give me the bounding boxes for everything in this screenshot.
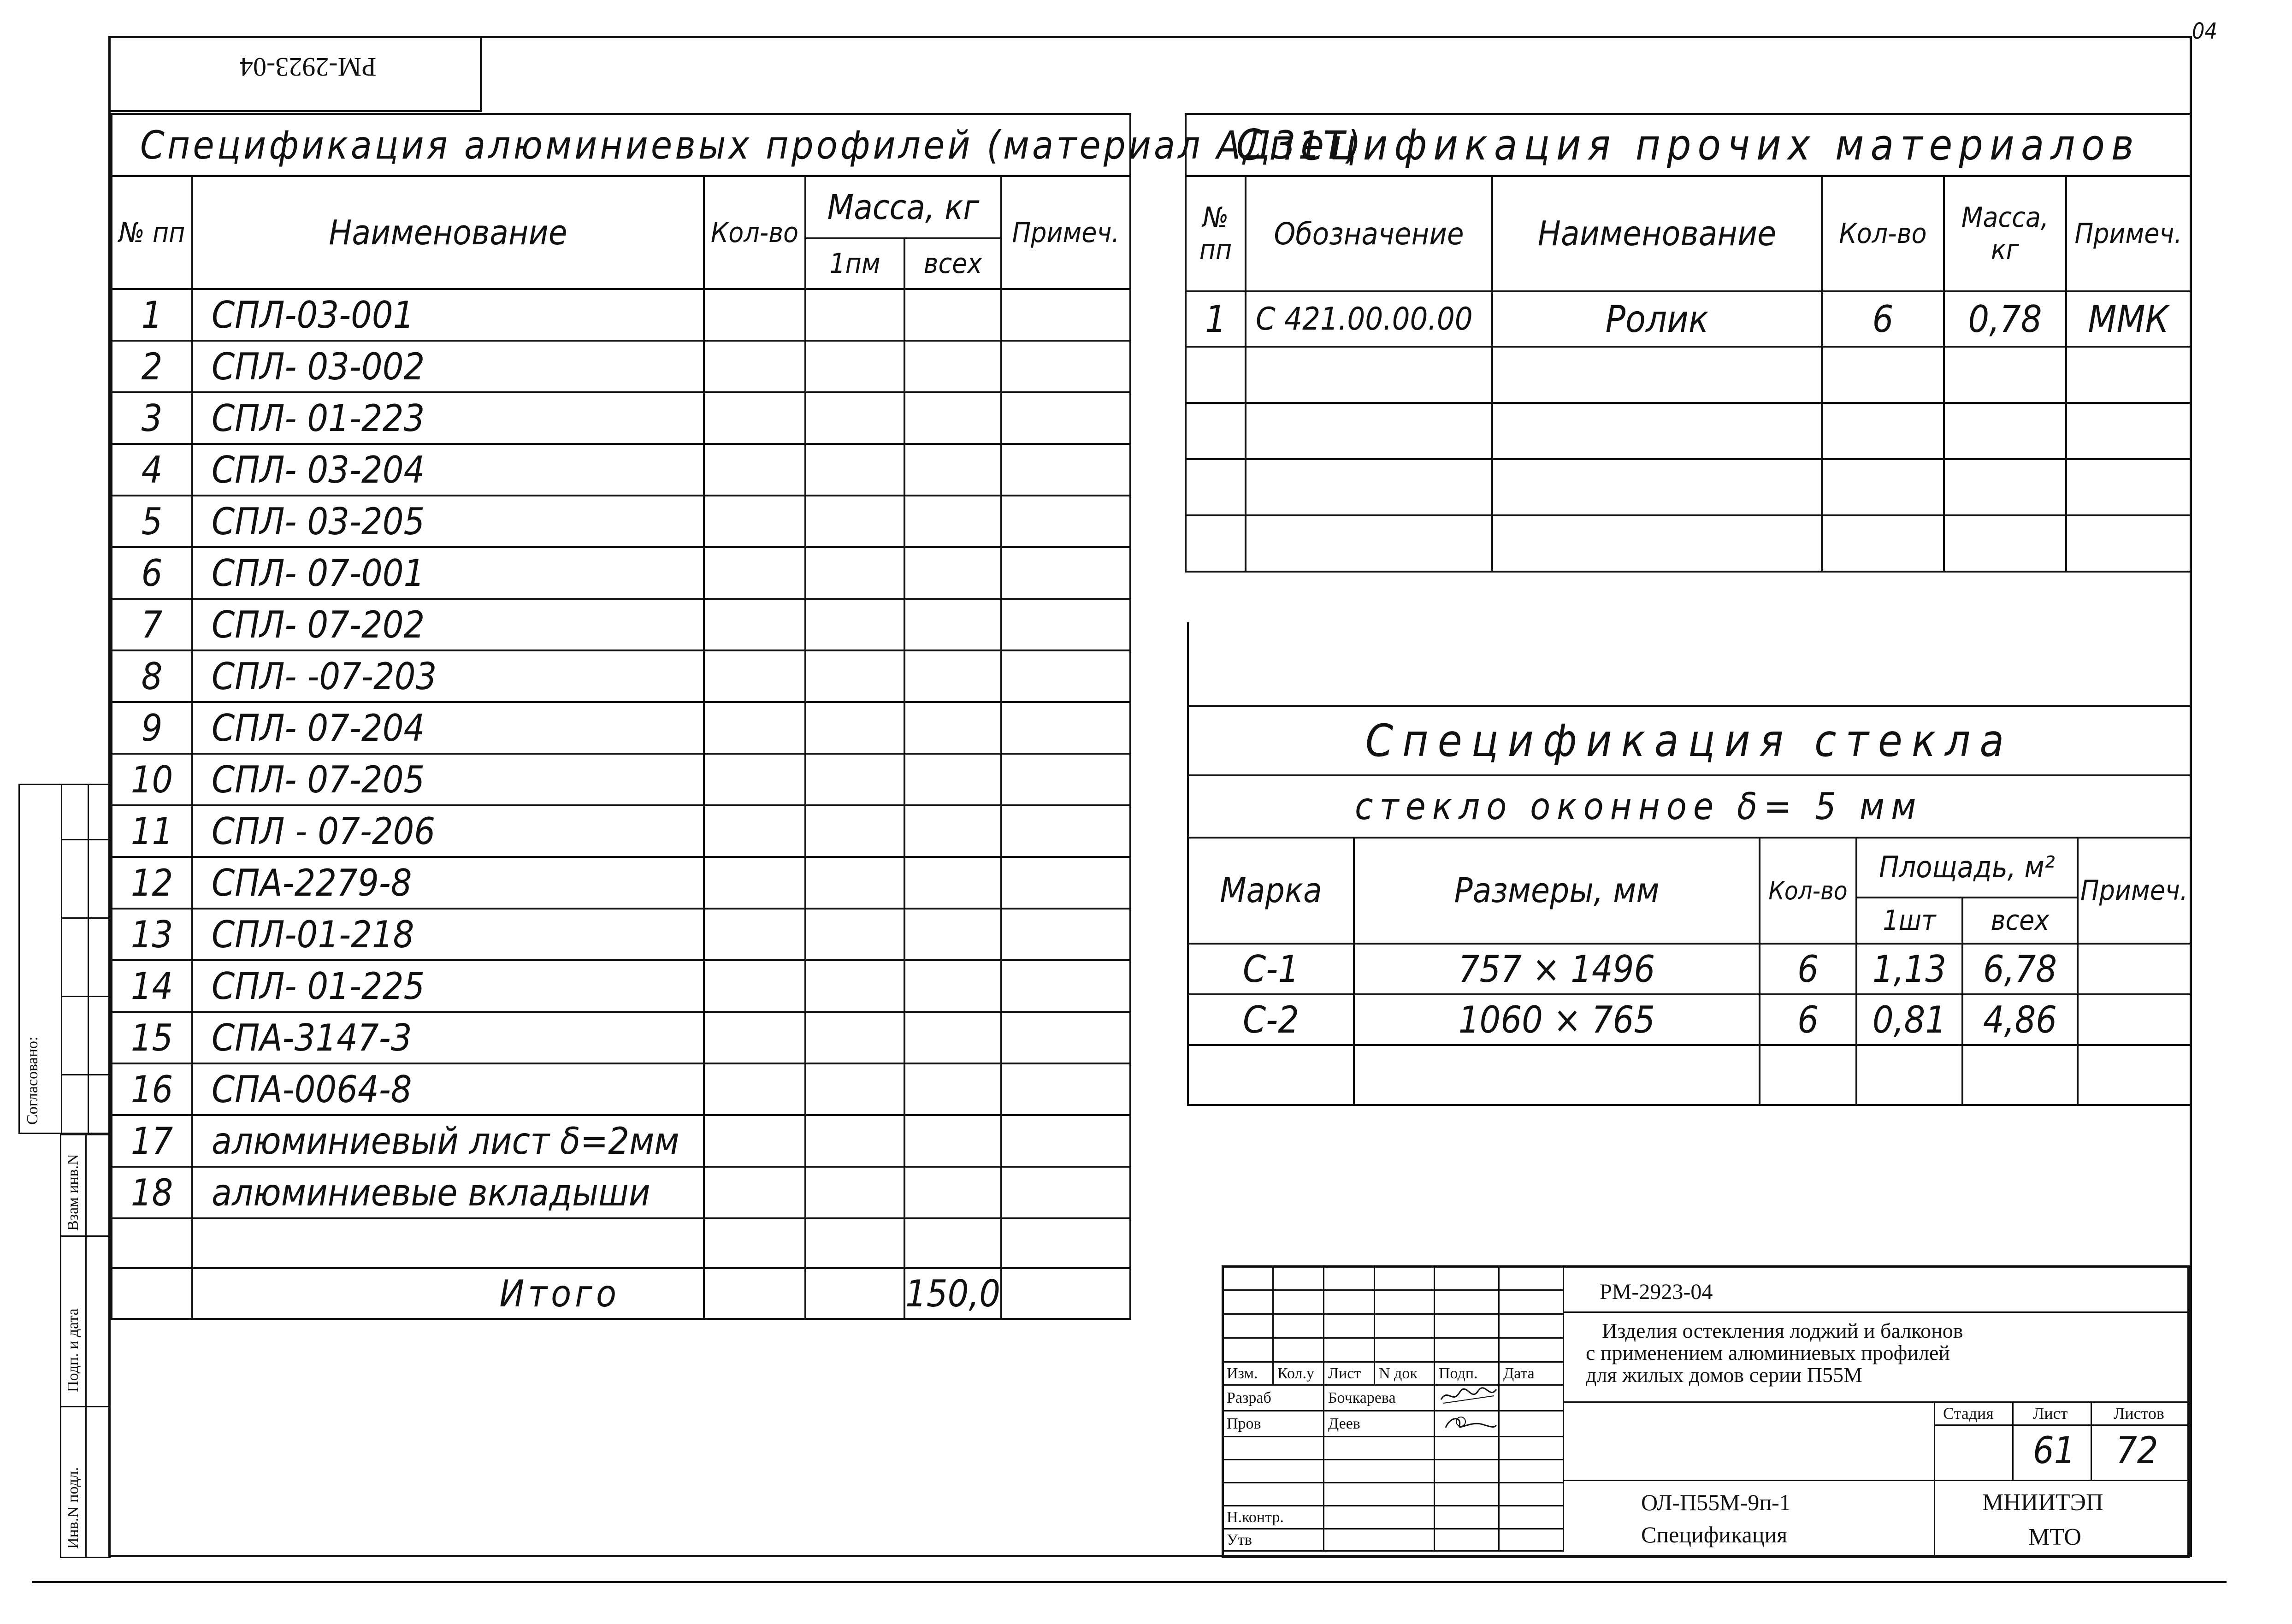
table-row (112, 702, 1130, 754)
other-header-designation: Обозначение (1246, 176, 1492, 291)
empty-cell (704, 496, 805, 547)
row-note: ММК (2066, 291, 2191, 347)
row-name: СПЛ-01-218 (192, 909, 704, 960)
glass-header-mark: Марка (1188, 838, 1354, 944)
empty-cell (1001, 392, 1130, 444)
other-header-qty: Кол-во (1822, 176, 1944, 291)
inv-no-label: Инв.N подл. (65, 1467, 82, 1549)
empty-cell (1001, 547, 1130, 599)
stamp-col-list: Лист (1324, 1362, 1375, 1385)
empty-cell (1001, 496, 1130, 547)
stamp-col-podp: Подп. (1435, 1362, 1499, 1385)
stamp-razrab-signature (1435, 1385, 1499, 1411)
side-strip-bottom-h2 (60, 1406, 111, 1407)
row-mark: С-2 (1188, 994, 1354, 1045)
stamp-nkontr-label: Н.контр. (1223, 1506, 1324, 1529)
empty-cell (904, 702, 1001, 754)
stamp-razrab-name: Бочкарева (1324, 1385, 1435, 1411)
table-row (112, 547, 1130, 599)
row-per: 0,81 (1856, 994, 1962, 1045)
row-num: 9 (112, 702, 192, 754)
empty-cell (2078, 944, 2191, 994)
row-name: СПЛ- 03-205 (192, 496, 704, 547)
table-row (112, 289, 1130, 341)
empty-cell (704, 960, 805, 1012)
empty-cell (805, 1115, 904, 1167)
row-num: 7 (112, 599, 192, 650)
stamp-line-sheets (2091, 1401, 2092, 1480)
row-name: СПЛ- 01-225 (192, 960, 704, 1012)
row-mass: 0,78 (1944, 291, 2066, 347)
table-row (112, 960, 1130, 1012)
glass-spec-table (1187, 705, 2192, 1106)
empty-cell (704, 754, 805, 805)
side-strip-div-2 (88, 784, 89, 1134)
signature-razrab-icon (1439, 1386, 1499, 1406)
row-num: 14 (112, 960, 192, 1012)
table-row (112, 650, 1130, 702)
glass-header-size: Размеры, мм (1354, 838, 1760, 944)
empty-cell (904, 1012, 1001, 1063)
stamp-line-sheet (2012, 1401, 2014, 1480)
stamp-sheet-value: 61 (2033, 1429, 2075, 1472)
aluminium-spec-title: Спецификация алюминиевых профилей (материал АД31Т) (112, 114, 1130, 176)
table-row (1188, 944, 2191, 994)
sign-date-label: Подп. и дата (65, 1308, 82, 1392)
header-note: Примеч. (1001, 176, 1130, 289)
empty-cell (704, 341, 805, 392)
stamp-line-code (1563, 1311, 2190, 1313)
empty-cell (704, 857, 805, 909)
row-num: 12 (112, 857, 192, 909)
corner-mark: 04 (2192, 18, 2217, 44)
empty-cell (1001, 341, 1130, 392)
bottom-trim-line (32, 1581, 2227, 1583)
stamp-sheets-label: Листов (2114, 1404, 2164, 1423)
row-per: 1,13 (1856, 944, 1962, 994)
other-header-note: Примеч. (2066, 176, 2191, 291)
row-size: 757 × 1496 (1354, 944, 1760, 994)
row-name: Ролик (1492, 291, 1822, 347)
row-total: 6,78 (1962, 944, 2078, 994)
empty-cell (805, 1063, 904, 1115)
row-n: 1 (1186, 291, 1246, 347)
empty-cell (704, 289, 805, 341)
empty-cell (904, 496, 1001, 547)
empty-cell (1001, 1012, 1130, 1063)
stamp-sheets-value: 72 (2116, 1429, 2158, 1472)
table-row (112, 754, 1130, 805)
stamp-doc-code: ОЛ-П55М-9п-1 (1641, 1489, 1791, 1515)
row-name: СПЛ- 07-001 (192, 547, 704, 599)
empty-cell (704, 1063, 805, 1115)
empty-cell (904, 857, 1001, 909)
table-row (112, 1115, 1130, 1167)
replace-inv-label: Взам инв.N (65, 1154, 82, 1231)
row-size: 1060 × 765 (1354, 994, 1760, 1045)
header-qty: Кол-во (704, 176, 805, 289)
stamp-col-kol: Кол.у (1273, 1362, 1324, 1385)
glass-spec-title: Спецификация стекла (1188, 706, 2191, 775)
row-total: 4,86 (1962, 994, 2078, 1045)
stamp-sheet-label: Лист (2033, 1404, 2068, 1423)
empty-cell (805, 496, 904, 547)
other-header-mass: Масса, кг (1944, 176, 2066, 291)
row-designation: С 421.00.00.00 (1246, 291, 1492, 347)
empty-cell (704, 444, 805, 496)
side-strip-div-1 (61, 784, 62, 1134)
empty-cell (805, 341, 904, 392)
row-name: СПЛ- -07-203 (192, 650, 704, 702)
header-mass: Масса, кг (805, 176, 1001, 238)
empty-cell (904, 650, 1001, 702)
glass-header-area-per: 1шт (1856, 898, 1962, 944)
empty-cell (805, 444, 904, 496)
glass-header-qty: Кол-во (1760, 838, 1856, 944)
header-name: Наименование (192, 176, 704, 289)
empty-cell (904, 754, 1001, 805)
empty-cell (805, 1012, 904, 1063)
row-num: 13 (112, 909, 192, 960)
header-num: № пп (112, 176, 192, 289)
empty-cell (1001, 1063, 1130, 1115)
empty-cell (704, 909, 805, 960)
table-row (1186, 291, 2191, 347)
table-row (112, 857, 1130, 909)
header-mass-per: 1пм (805, 238, 904, 289)
empty-cell (1001, 599, 1130, 650)
empty-cell (904, 599, 1001, 650)
signature-prov-icon (1439, 1411, 1499, 1432)
table-row (112, 392, 1130, 444)
stamp-prov-label: Пров (1223, 1411, 1324, 1437)
empty-cell (805, 289, 904, 341)
stamp-line-stage-h1 (1934, 1424, 2190, 1426)
row-num: 16 (112, 1063, 192, 1115)
row-qty: 6 (1760, 944, 1856, 994)
row-name: СПЛ- 03-002 (192, 341, 704, 392)
stamp-stage-label: Стадия (1943, 1404, 1994, 1423)
empty-cell (805, 599, 904, 650)
row-name: алюминиевые вкладыши (192, 1167, 704, 1218)
stamp-utv-label: Утв (1223, 1529, 1324, 1551)
empty-cell (805, 1167, 904, 1218)
empty-cell (805, 650, 904, 702)
empty-cell (1001, 857, 1130, 909)
table-row (112, 444, 1130, 496)
header-mass-total: всех (904, 238, 1001, 289)
empty-cell (704, 805, 805, 857)
stamp-prov-name: Деев (1324, 1411, 1435, 1437)
table-row (112, 909, 1130, 960)
total-label: Итого (192, 1268, 704, 1319)
row-name: СПА-3147-3 (192, 1012, 704, 1063)
empty-cell (704, 1115, 805, 1167)
stamp-org-line-2: МТО (2028, 1524, 2081, 1550)
row-name: алюминиевый лист δ=2мм (192, 1115, 704, 1167)
row-num: 15 (112, 1012, 192, 1063)
empty-cell (904, 909, 1001, 960)
empty-cell (904, 547, 1001, 599)
row-name: СПЛ- 07-205 (192, 754, 704, 805)
stamp-org-line-1: МНИИТЭП (1982, 1489, 2103, 1516)
stamp-code: РМ-2923-04 (1600, 1280, 1713, 1304)
table-row (112, 1063, 1130, 1115)
total-value: 150,0 (904, 1268, 1001, 1319)
row-num: 2 (112, 341, 192, 392)
side-strip-h3 (61, 996, 111, 997)
table-row (112, 805, 1130, 857)
stamp-title-line-3: для жилых домов серии П55М (1586, 1363, 1862, 1387)
empty-cell (904, 1063, 1001, 1115)
empty-cell (704, 1012, 805, 1063)
row-name: СПЛ- 03-204 (192, 444, 704, 496)
empty-cell (1001, 805, 1130, 857)
glass-header-note: Примеч. (2078, 838, 2191, 944)
row-name: СПА-2279-8 (192, 857, 704, 909)
glass-spec-subtitle: стекло оконное δ= 5 мм (1188, 775, 2191, 838)
empty-cell (704, 547, 805, 599)
empty-cell (805, 805, 904, 857)
empty-cell (704, 599, 805, 650)
side-strip-h4 (61, 1074, 111, 1075)
row-name: СПЛ- 07-202 (192, 599, 704, 650)
empty-cell (1001, 702, 1130, 754)
table-row (112, 599, 1130, 650)
empty-cell (1001, 1167, 1130, 1218)
empty-cell (805, 960, 904, 1012)
empty-cell (904, 289, 1001, 341)
empty-cell (1001, 289, 1130, 341)
row-mark: С-1 (1188, 944, 1354, 994)
table-row (112, 341, 1130, 392)
other-materials-title: Спецификация прочих материалов (1186, 114, 2191, 176)
row-num: 8 (112, 650, 192, 702)
row-num: 18 (112, 1167, 192, 1218)
other-materials-table (1185, 113, 2192, 573)
empty-cell (904, 444, 1001, 496)
row-num: 5 (112, 496, 192, 547)
row-name: СПЛ- 07-204 (192, 702, 704, 754)
row-name: СПА-0064-8 (192, 1063, 704, 1115)
side-strip-h1 (61, 839, 111, 840)
empty-cell (1001, 909, 1130, 960)
row-name: СПЛ-03-001 (192, 289, 704, 341)
row-num: 10 (112, 754, 192, 805)
stamp-prov-signature (1435, 1411, 1499, 1437)
table-row (112, 1167, 1130, 1218)
stamp-signature-grid (1222, 1265, 1564, 1552)
row-num: 6 (112, 547, 192, 599)
other-header-name: Наименование (1492, 176, 1822, 291)
empty-cell (1001, 650, 1130, 702)
empty-cell (904, 392, 1001, 444)
row-qty: 6 (1760, 994, 1856, 1045)
row-num: 3 (112, 392, 192, 444)
stamp-doc-name: Спецификация (1641, 1522, 1788, 1547)
empty-cell (704, 1167, 805, 1218)
row-name: СПЛ - 07-206 (192, 805, 704, 857)
empty-cell (904, 1115, 1001, 1167)
row-num: 17 (112, 1115, 192, 1167)
empty-cell (704, 650, 805, 702)
row-num: 1 (112, 289, 192, 341)
empty-cell (904, 1167, 1001, 1218)
side-strip-bottom-div (85, 1134, 87, 1558)
empty-cell (805, 392, 904, 444)
table-row (112, 1012, 1130, 1063)
empty-cell (904, 341, 1001, 392)
table-row (112, 496, 1130, 547)
empty-cell (704, 392, 805, 444)
stamp-col-ndok: N док (1375, 1362, 1435, 1385)
empty-cell (805, 702, 904, 754)
empty-cell (805, 547, 904, 599)
row-num: 4 (112, 444, 192, 496)
empty-cell (1001, 1115, 1130, 1167)
empty-cell (904, 805, 1001, 857)
stamp-title-line-2: с применением алюминиевых профилей (1586, 1341, 1950, 1364)
empty-cell (2078, 994, 2191, 1045)
empty-cell (805, 754, 904, 805)
stamp-line-title (1563, 1401, 2190, 1403)
glass-header-area: Площадь, м² (1856, 838, 2078, 898)
stamp-col-izm: Изм. (1223, 1362, 1273, 1385)
empty-cell (805, 909, 904, 960)
code-box-text: РМ-2923-04 (240, 52, 377, 82)
empty-cell (904, 960, 1001, 1012)
separator-tick (1187, 622, 1189, 705)
empty-cell (1001, 444, 1130, 496)
glass-header-area-total: всех (1962, 898, 2078, 944)
table-row (1188, 994, 2191, 1045)
side-strip-bottom-h1 (60, 1235, 111, 1237)
other-header-num: № пп (1186, 176, 1246, 291)
stamp-col-date: Дата (1499, 1362, 1564, 1385)
stamp-razrab-label: Разраб (1223, 1385, 1324, 1411)
row-name: СПЛ- 01-223 (192, 392, 704, 444)
stamp-line-stage-h2 (1934, 1480, 2190, 1481)
side-strip-h2 (61, 917, 111, 919)
empty-cell (1001, 960, 1130, 1012)
empty-cell (1001, 754, 1130, 805)
empty-cell (704, 702, 805, 754)
stamp-title-line-1: Изделия остекления лоджий и балконов (1602, 1319, 1963, 1342)
row-num: 11 (112, 805, 192, 857)
stamp-line-doc (1563, 1480, 1934, 1481)
agreed-label: Согласовано: (24, 1036, 41, 1125)
row-qty: 6 (1822, 291, 1944, 347)
empty-cell (805, 857, 904, 909)
